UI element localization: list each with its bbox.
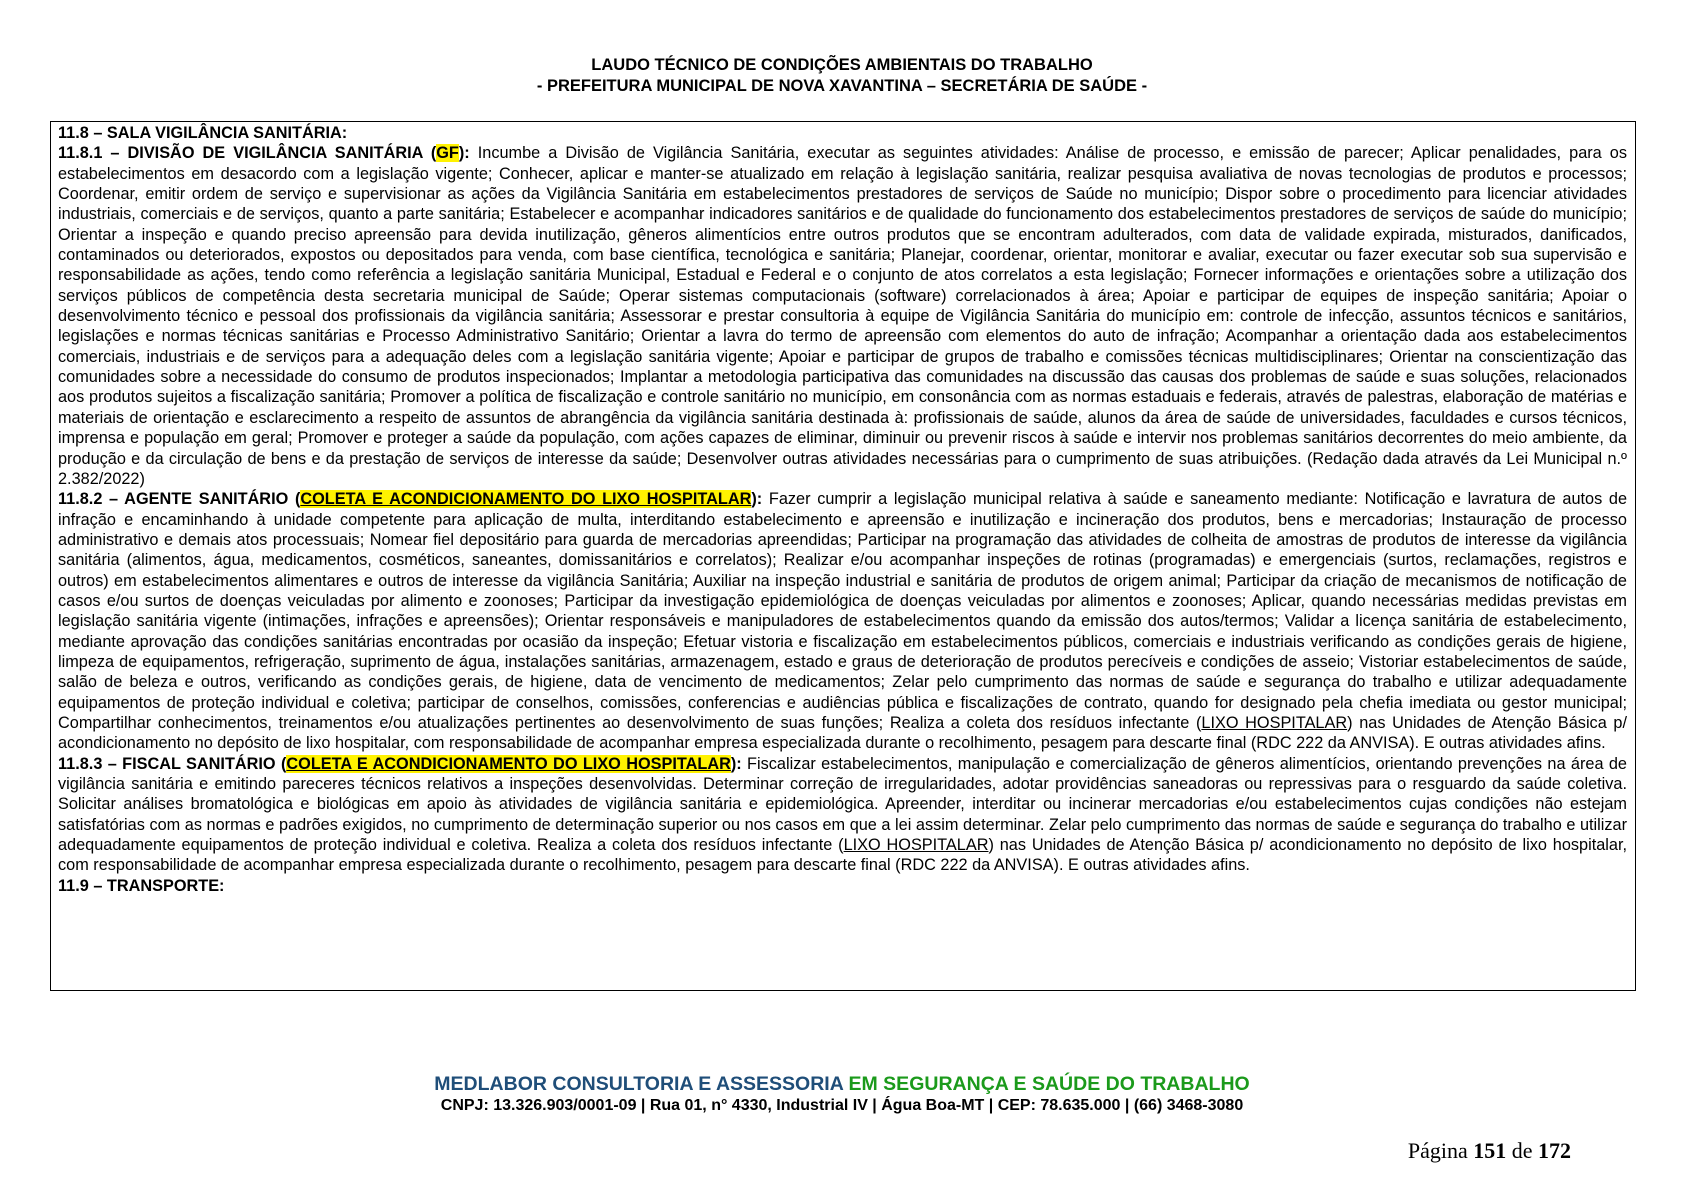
footer-address: CNPJ: 13.326.903/0001-09 | Rua 01, n° 4330, Industrial IV | Água Boa-MT | CEP: 78.635.000 | (66) 3468-3080 — [440, 1097, 1244, 1114]
subsection-heading: 11.8.2 – AGENTE SANITÁRIO ( — [58, 490, 301, 509]
footer-company-tagline: EM SEGURANÇA E SAÚDE DO TRABALHO — [843, 1073, 1250, 1095]
subsection-11-8-2 — [58, 489, 1627, 753]
subsection-heading: 11.8.3 – FISCAL SANITÁRIO ( — [58, 754, 287, 773]
page-total: 172 — [1538, 1138, 1571, 1163]
document-footer — [0, 1072, 1684, 1116]
highlight-tag: COLETA E ACONDICIONAMENTO DO LIXO HOSPITALAR — [300, 490, 752, 509]
subsection-heading-end: ): — [751, 490, 763, 509]
subsection-heading: 11.8.1 – DIVISÃO DE VIGILÂNCIA SANITÁRIA ( — [58, 144, 437, 163]
document-header — [0, 55, 1684, 97]
next-section-title: 11.9 – TRANSPORTE: — [58, 876, 225, 895]
footer-company — [0, 1072, 1684, 1096]
footer-company-name: MEDLABOR CONSULTORIA E ASSESSORIA — [434, 1073, 844, 1095]
page-label: Página — [1407, 1138, 1474, 1163]
subsection-text: Fiscalizar estabelecimentos, manipulação e comercialização de gêneros alimentícios, orientando prevenções na área de vigilância sanitária e emitindo pareceres técnicos relativos a inspeções desenvolvidas. Determinar correção de irregularidades, adotar providências saneadoras ou repressivas para o resguardo da saúde coletiva. Solicitar análises bromatológica e biológicas em apoio às atividades de vigilância sanitária e epidemiológica. Apreender, interditar ou incinerar mercadorias e/ou estabelecimentos cujas condições não estejam satisfatórias com as normas e padrões exigidos, no cumprimento de determinação superior ou nos casos em que a lei assim determinar. Zelar pelo cumprimento das normas de saúde e segurança do trabalho e utilizar adequadamente equipamentos de proteção individual e coletiva. Realiza a coleta dos resíduos infectante ( — [58, 754, 1627, 855]
header-subtitle: - PREFEITURA MUNICIPAL DE NOVA XAVANTINA – SECRETÁRIA DE SAÚDE - — [536, 77, 1148, 95]
underlined-term: LIXO HOSPITALAR — [843, 836, 989, 855]
page-of: de — [1506, 1138, 1538, 1163]
highlight-tag: COLETA E ACONDICIONAMENTO DO LIXO HOSPITALAR — [286, 754, 731, 773]
subsection-11-8-3 — [58, 754, 1627, 876]
subsection-text-end: ) nas Unidades de Atenção Básica p/ acondicionamento no depósito de lixo hospitalar, com responsabilidade de acompanhar empresa especializada durante o recolhimento, pesagem para descarte final (RDC 222 da ANVISA). E outras atividades afins. — [58, 836, 1628, 875]
subsection-text: Incumbe a Divisão de Vigilância Sanitária, executar as seguintes atividades: Análise de processo, e emissão de parecer; Aplicar penalidades, para os estabelecimentos em desacordo com a legislação vigente; Conhecer, aplicar e manter-se atualizado em relação à legislação sanitária, realizar pesquisa avaliativa de novas tecnologias de produtos e processos; Coordenar, emitir ordem de serviço e supervisionar as ações da Vigilância Sanitária em estabelecimentos prestadores de serviços de Saúde no município; Dispor sobre o procedimento para licenciar atividades industriais, comerciais e de serviços, quanto a parte sanitária; Estabelecer e acompanhar indicadores sanitários e de qualidade do funcionamento dos estabelecimentos prestadores de serviços de saúde do município; Orientar a inspeção e quando preciso apreensão para devida inutilização, gêneros alimentícios entre outros produtos que se encontram adulterados, com data de validade expirada, misturados, danificados, contaminados ou deteriorados, expostos ou depositados para venda, com base científica, tecnológica e sanitária; Planejar, coordenar, orientar, monitorar e avaliar, executar ou fazer executar sob sua supervisão e responsabilidade as ações, tendo como referência a legislação sanitária Municipal, Estadual e Federal e o conjunto de atos correlatos a esta legislação; Fornecer informações e orientações sobre a utilização dos serviços públicos de competência desta secretaria municipal de Saúde; Operar sistemas computacionais (software) correlacionados à área; Apoiar e participar de equipes de inspeção sanitária; Apoiar o desenvolvimento técnico e pessoal dos profissionais da vigilância sanitária; Assessorar e prestar consultoria à equipe de Vigilância Sanitária do município em: controle de infecção, assuntos técnicos e sanitários, legislações e normas técnicas sanitárias e Processo Administrativo Sanitário; Orientar a lavra do termo de apreensão com elementos do auto de infração; Acompanhar a orientação dada aos estabelecimentos comerciais, industriais e de serviços para a adequação deles com a legislação sanitária vigente; Apoiar e participar de grupos de trabalho e comissões técnicas multidisciplinares; Orientar na conscientização das comunidades sobre a necessidade do consumo de produtos inspecionados; Implantar a metodologia participativa das comunidades na discussão das causas dos problemas de saúde e suas soluções, relacionados aos produtos sujeitos a fiscalização sanitária; Promover a política de fiscalização e controle sanitário no município, em consonância com as normas estaduais e federais, através de palestras, elaboração de matérias e materiais de orientação e esclarecimento a respeito de assuntos de abrangência da vigilância sanitária destinada à: profissionais de saúde, alunos da área de saúde de universidades, faculdades e cursos técnicos, imprensa e população em geral; Promover e proteger a saúde da população, com ações capazes de eliminar, diminuir ou prevenir riscos à saúde e intervir nos problemas sanitários decorrentes do meio ambiente, da produção e da circulação de bens e da prestação de serviços de interesse da saúde; Desenvolver outras atividades necessárias para o cumprimento de suas atribuições. (Redação dada através da Lei Municipal n.º 2.382/2022) — [58, 144, 1627, 488]
page-number — [1408, 1138, 1571, 1164]
highlight-tag: GF — [436, 144, 459, 163]
content-box — [50, 121, 1636, 991]
subsection-heading-end: ): — [458, 144, 470, 163]
subsection-text-end: ) nas Unidades de Atenção Básica p/ acondicionamento no depósito de lixo hospitalar, com responsabilidade de acompanhar empresa especializada durante o recolhimento, pesagem para descarte final (RDC 222 da ANVISA). E outras atividades afins. — [58, 713, 1628, 753]
page-current: 151 — [1473, 1138, 1507, 1163]
underlined-term: LIXO HOSPITALAR — [1201, 713, 1348, 732]
subsection-heading-end: ): — [730, 754, 742, 773]
subsection-11-8-1 — [58, 143, 1627, 489]
header-title: LAUDO TÉCNICO DE CONDIÇÕES AMBIENTAIS DO TRABALHO — [591, 56, 1093, 74]
section-title: 11.8 – SALA VIGILÂNCIA SANITÁRIA: — [58, 124, 348, 142]
subsection-text: Fazer cumprir a legislação municipal relativa à saúde e saneamento mediante: Notificação e lavratura de autos de infração e encaminhando à unidade competente para aplicação de multa, interditando estabelecimento e apreensão e inutilização e incineração dos produtos, bens e mercadorias; Instauração de processo administrativo e demais atos processuais; Nomear fiel depositário para guarda de mercadorias apreendidas; Participar na programação das atividades de colheita de amostras de produtos de interesse da vigilância sanitária (alimentos, água, medicamentos, cosméticos, saneantes, domissanitários e correlatos); Realizar e/ou acompanhar inspeções de rotinas (programadas) e emergenciais (surtos, reclamações, registros e outros) em estabelecimentos alimentares e outros de interesse da vigilância Sanitária; Auxiliar na inspeção industrial e sanitária de produtos de origem animal; Participar da criação de mecanismos de notificação de casos e/ou surtos de doenças veiculadas por alimento e zoonoses; Participar da investigação epidemiológica de doenças veiculadas por alimentos e zoonoses; Aplicar, quando necessárias medidas previstas em legislação sanitária vigente (intimações, infrações e apreensões); Orientar responsáveis e manipuladores de estabelecimentos quando da emissão dos autos/termos; Validar a licença sanitária de estabelecimento, mediante aprovação das condições sanitárias encontradas por ocasião da inspeção; Efetuar vistoria e fiscalização em estabelecimentos públicos, comerciais e industriais verificando as condições gerais de higiene, limpeza de equipamentos, refrigeração, suprimento de água, instalações sanitárias, armazenagem, estado e graus de deterioração de produtos perecíveis e condições de asseio; Vistoriar estabelecimentos de saúde, salão de beleza e outros, verificando as condições gerais, de higiene, data de vencimento de medicamentos; Zelar pelo cumprimento das normas de saúde e segurança do trabalho e utilizar adequadamente equipamentos de proteção individual e coletiva; participar de conselhos, comissões, conferencias e audiências pública e fiscalizações de contrato, quando for designado pela chefia imediata ou gestor municipal; Compartilhar conhecimentos, treinamentos e/ou atualizações pertinentes ao desenvolvimento de suas funções; Realiza a coleta dos resíduos infectante ( — [58, 490, 1628, 732]
